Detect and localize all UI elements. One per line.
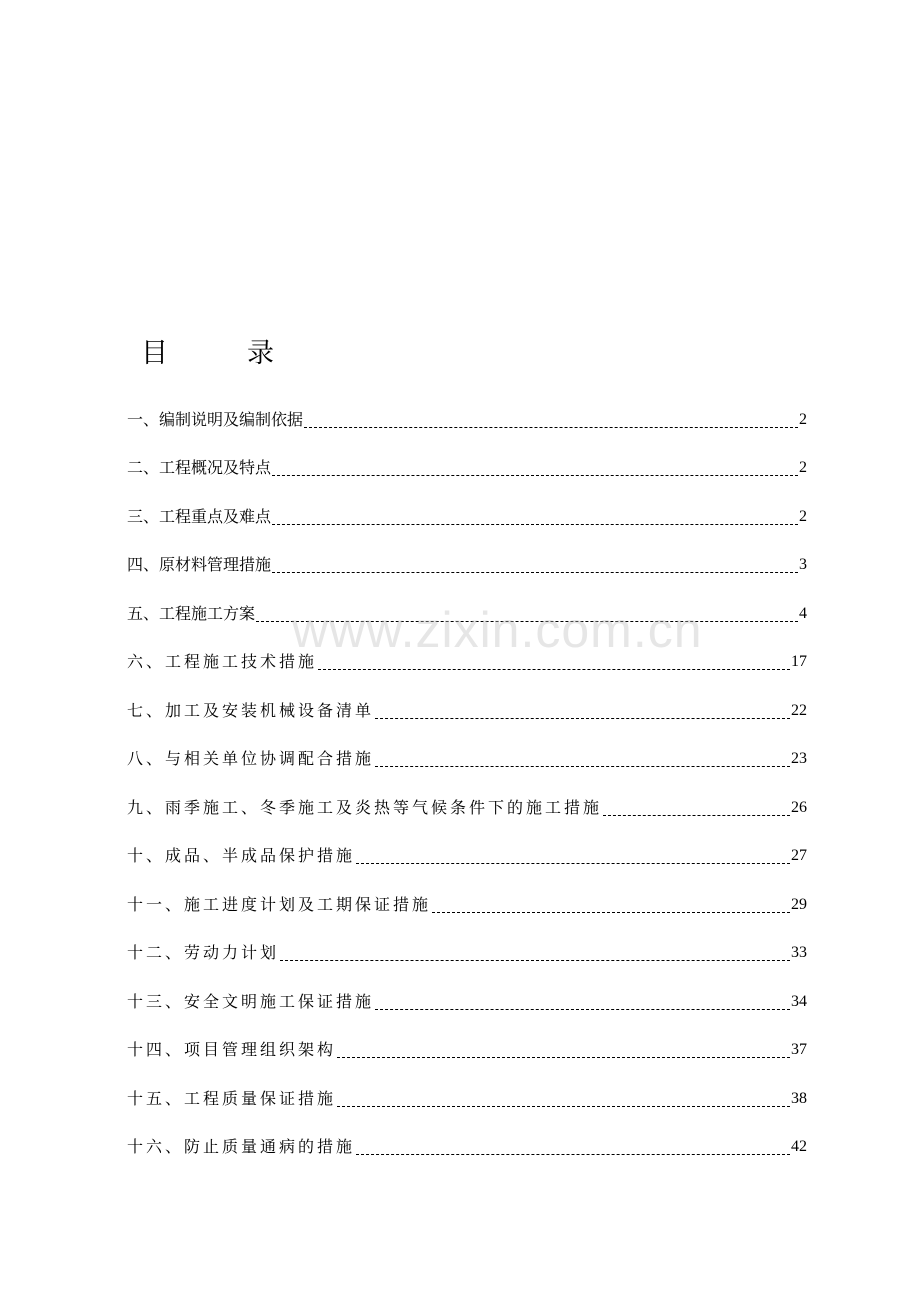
toc-entry-11[interactable] [127,872,807,921]
toc-entry-page: 23 [791,750,807,767]
toc-entry-leader [432,912,790,913]
toc-entry-13[interactable] [127,969,807,1018]
toc-entry-leader [280,960,790,961]
toc-entry-page: 17 [791,653,807,670]
toc-entry-page: 37 [791,1041,807,1058]
toc-entry-page: 2 [799,410,807,428]
toc-entry-title: 四、原材料管理措施 [127,555,272,574]
toc-entry-title: 十五、工程质量保证措施 [127,1088,337,1108]
toc-entry-page: 22 [791,701,807,719]
toc-entry-page: 34 [791,992,807,1010]
toc-entry-page: 29 [791,895,807,913]
toc-entry-title: 十一、施工进度计划及工期保证措施 [127,894,432,914]
toc-entry-8[interactable] [127,727,807,776]
toc-entry-title: 十六、防止质量通病的措施 [127,1137,356,1156]
toc-entry-1[interactable] [127,387,807,436]
toc-entry-page: 4 [799,604,807,622]
toc-entry-title: 七、加工及安装机械设备清单 [127,700,375,720]
toc-entry-leader [603,815,790,816]
toc-entry-title: 九、雨季施工、冬季施工及炎热等气候条件下的施工措施 [127,797,603,817]
toc-entry-4[interactable] [127,533,807,582]
toc-title: 目 录 [141,338,300,369]
toc-entry-leader [337,1106,790,1107]
toc-entry-title: 十、成品、半成品保护措施 [127,846,356,865]
toc-entry-10[interactable] [127,824,807,873]
toc-entry-15[interactable] [127,1066,807,1115]
toc-entry-page: 26 [791,798,807,816]
toc-entry-12[interactable] [127,921,807,970]
toc-entry-7[interactable] [127,678,807,727]
toc-entry-page: 2 [799,507,807,525]
toc-entry-leader [318,669,790,670]
toc-entry-leader [375,1009,790,1010]
toc-entry-leader [375,766,790,767]
toc-entry-title: 十三、安全文明施工保证措施 [127,991,375,1011]
toc-entry-6[interactable] [127,630,807,679]
toc-entry-leader [375,718,790,719]
toc-entry-3[interactable] [127,484,807,533]
toc-entry-5[interactable] [127,581,807,630]
toc-entry-leader [356,1154,790,1155]
toc-entry-leader [304,427,798,428]
toc-entry-title: 五、工程施工方案 [127,603,256,623]
toc-entry-page: 2 [799,459,807,476]
toc-entry-page: 3 [799,556,807,573]
toc-entry-2[interactable] [127,436,807,485]
toc-entry-title: 二、工程概况及特点 [127,458,272,477]
toc-entry-14[interactable] [127,1018,807,1067]
toc-entry-title: 六、工程施工技术措施 [127,652,318,671]
toc-entry-title: 十二、劳动力计划 [127,943,280,962]
toc-entry-leader [256,621,798,622]
toc-entry-page: 33 [791,944,807,961]
toc-list [127,387,807,1163]
toc-entry-title: 十四、项目管理组织架构 [127,1040,337,1059]
toc-entry-16[interactable] [127,1115,807,1164]
toc-entry-leader [356,863,790,864]
toc-entry-leader [337,1057,790,1058]
toc-entry-page: 38 [791,1089,807,1107]
toc-entry-title: 三、工程重点及难点 [127,506,272,526]
toc-entry-leader [272,524,798,525]
toc-entry-page: 27 [791,847,807,864]
watermark: www.zixin.com.cn [292,602,703,658]
toc-entry-title: 一、编制说明及编制依据 [127,409,304,429]
toc-entry-title: 八、与相关单位协调配合措施 [127,749,375,768]
toc-entry-9[interactable] [127,775,807,824]
toc-entry-leader [272,572,798,573]
toc-entry-leader [272,475,798,476]
toc-entry-page: 42 [791,1138,807,1155]
